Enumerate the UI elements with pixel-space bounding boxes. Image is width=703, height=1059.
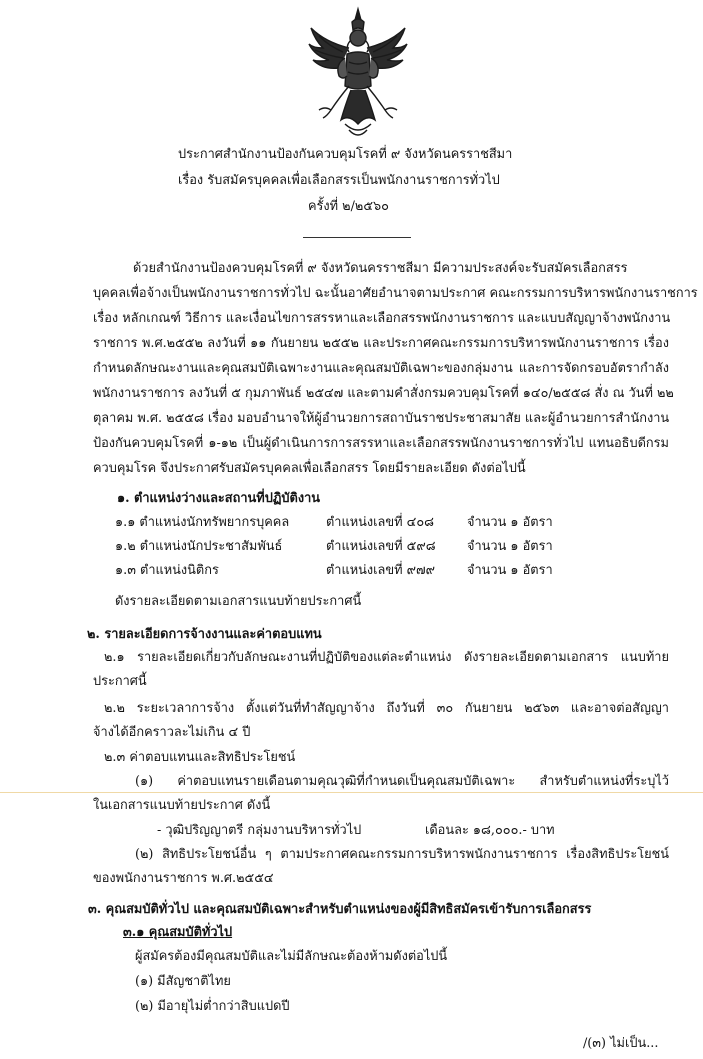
position-title: ๑.๓ ตำแหน่งนิติกร: [115, 563, 219, 578]
paragraph-line: ในเอกสารแนบท้ายประกาศ ดังนี้: [93, 798, 271, 813]
position-number: ตำแหน่งเลขที่ ๔๐๘: [326, 515, 435, 530]
paragraph-line: ๒.๑ รายละเอียดเกี่ยวกับลักษณะงานที่ปฏิบัติของแต่ละตำแหน่ง ดังรายละเอียดตามเอกสาร แนบท้าย: [104, 650, 669, 665]
salary-amount: เดือนละ ๑๘,๐๐๐.- บาท: [425, 823, 555, 838]
section-heading: ๑. ตำแหน่งว่างและสถานที่ปฏิบัติงาน: [117, 491, 321, 506]
position-count: จำนวน ๑ อัตรา: [467, 563, 553, 578]
announcement-subject: เรื่อง รับสมัครบุคคลเพื่อเลือกสรรเป็นพนักงานราชการทั่วไป: [178, 173, 500, 188]
paragraph-line: ของพนักงานราชการ พ.ศ.๒๕๕๔: [93, 871, 274, 886]
paragraph-line: ผู้สมัครต้องมีคุณสมบัติและไม่มีลักษณะต้องห้ามดังต่อไปนี้: [135, 949, 448, 964]
section-heading: ๒. รายละเอียดการจ้างงานและค่าตอบแทน: [87, 627, 322, 642]
paragraph-line: (๒) สิทธิประโยชน์อื่น ๆ ตามประกาศคณะกรรมการบริหารพนักงานราชการ เรื่องสิทธิประโยชน์: [135, 847, 669, 862]
position-title: ๑.๑ ตำแหน่งนักทรัพยากรบุคคล: [115, 515, 290, 530]
paragraph-line: (๑) ค่าตอบแทนรายเดือนตามคุณวุฒิที่กำหนดเป็นคุณสมบัติเฉพาะ สำหรับตำแหน่งที่ระบุไว้: [135, 774, 669, 789]
paragraph-line: ๒.๒ ระยะเวลาการจ้าง ตั้งแต่วันที่ทำสัญญาจ้าง ถึงวันที่ ๓๐ กันยายน ๒๕๖๓ และอาจต่อสัญญา: [104, 701, 669, 716]
page-continuation: /(๓) ไม่เป็น...: [583, 1036, 659, 1051]
subsection-heading: ๓.๑ คุณสมบัติทั่วไป: [123, 925, 233, 940]
intro-line: ราชการ พ.ศ.๒๕๕๒ ลงวันที่ ๑๑ กันยายน ๒๕๕๒ และประกาศคณะกรรมการบริหารพนักงานราชการ เรื่อง: [93, 336, 669, 351]
announcement-title: ประกาศสำนักงานป้องกันควบคุมโรคที่ ๙ จังหวัดนครราชสีมา: [178, 147, 513, 162]
announcement-round: ครั้งที่ ๒/๒๕๖๐: [308, 199, 389, 214]
position-number: ตำแหน่งเลขที่ ๙๗๙: [326, 563, 436, 578]
paragraph-line: จ้างได้อีกคราวละไม่เกิน ๔ ปี: [93, 725, 251, 740]
intro-line: ควบคุมโรค จึงประกาศรับสมัครบุคคลเพื่อเลือกสรร โดยมีรายละเอียด ดังต่อไปนี้: [93, 461, 526, 476]
intro-line: พนักงานราชการ ลงวันที่ ๕ กุมภาพันธ์ ๒๕๔๗ และตามคำสั่งกรมควบคุมโรคที่ ๑๔๐/๒๕๕๘ สั่ง ณ วันที่ ๒๒: [93, 386, 674, 401]
position-number: ตำแหน่งเลขที่ ๕๙๘: [326, 539, 436, 554]
position-count: จำนวน ๑ อัตรา: [467, 515, 553, 530]
intro-line: ตุลาคม พ.ศ. ๒๕๕๘ เรื่อง มอบอำนาจให้ผู้อำนวยการสถาบันราชประชาสมาสัย และผู้อำนวยการสำนักงาน: [93, 411, 670, 426]
salary-item: - วุฒิปริญญาตรี กลุ่มงานบริหารทั่วไป: [157, 823, 362, 838]
intro-line: กำหนดลักษณะงานและคุณสมบัติเฉพาะงานและคุณสมบัติเฉพาะของกลุ่มงาน และการจัดกรอบอัตรากำลัง: [93, 361, 669, 376]
qualification-item: (๑) มีสัญชาติไทย: [135, 974, 231, 989]
intro-line: ป้องกันควบคุมโรคที่ ๑-๑๒ เป็นผู้ดำเนินการการสรรหาและเลือกสรรพนักงานราชการทั่วไป แทนอธิบดีกรม: [93, 436, 669, 451]
intro-line: บุคคลเพื่อจ้างเป็นพนักงานราชการทั่วไป ฉะนั้นอาศัยอำนาจตามประกาศ คณะกรรมการบริหารพนักงานราชการ: [93, 286, 698, 301]
scan-fold-line: [0, 792, 703, 793]
intro-line: ด้วยสำนักงานป้องควบคุมโรคที่ ๙ จังหวัดนครราชสีมา มีความประสงค์จะรับสมัครเลือกสรร: [133, 261, 628, 276]
garuda-emblem-icon: [305, 6, 411, 142]
position-title: ๑.๒ ตำแหน่งนักประชาสัมพันธ์: [115, 539, 283, 554]
qualification-item: (๒) มีอายุไม่ต่ำกว่าสิบแปดปี: [135, 999, 290, 1014]
position-count: จำนวน ๑ อัตรา: [467, 539, 553, 554]
header-divider: [303, 237, 411, 238]
paragraph-line: ประกาศนี้: [93, 674, 147, 689]
attachment-note: ดังรายละเอียดตามเอกสารแนบท้ายประกาศนี้: [115, 594, 362, 609]
paragraph-line: ๒.๓ ค่าตอบแทนและสิทธิประโยชน์: [104, 750, 296, 765]
intro-line: เรื่อง หลักเกณฑ์ วิธีการ และเงื่อนไขการสรรหาและเลือกสรรพนักงานราชการ และแบบสัญญาจ้างพนักงาน: [93, 311, 671, 326]
section-heading: ๓. คุณสมบัติทั่วไป และคุณสมบัติเฉพาะสำหรับตำแหน่งของผู้มีสิทธิสมัครเข้ารับการเลือกสรร: [88, 902, 592, 917]
